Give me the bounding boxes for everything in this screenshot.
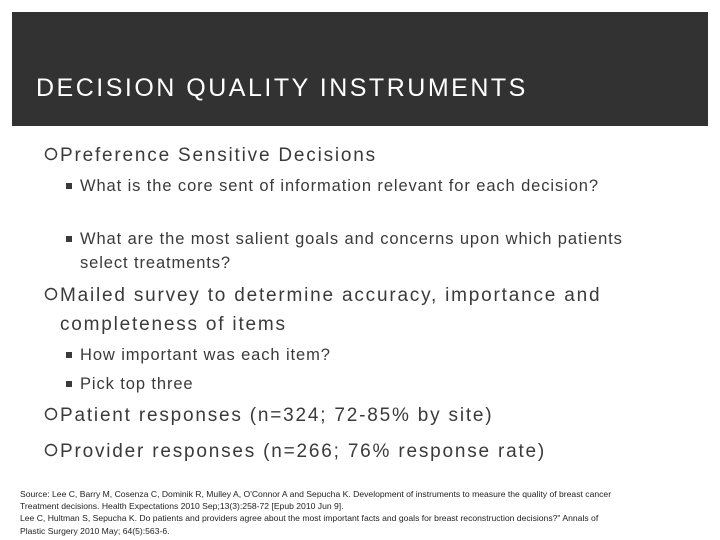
bullet-preference-sensitive-decisions (44, 141, 377, 170)
sub-bullet-salient-goals (66, 227, 676, 275)
sub-bullet-text: What are the most salient goals and concerns upon which patients select treatments? (80, 230, 623, 272)
hollow-circle-bullet-icon (44, 147, 58, 161)
square-bullet-icon (66, 183, 72, 189)
source-line: Source: Lee C, Barry M, Cosenza C, Dominik R, Mulley A, O'Connor A and Sepucha K. Development of instruments to measure the quality of breast cancer (20, 489, 612, 499)
hollow-circle-bullet-icon (44, 287, 58, 301)
source-citation (20, 488, 705, 537)
source-line: Plastic Surgery 2010 May; 64(5):563-6. (20, 525, 170, 536)
hollow-circle-bullet-icon (44, 407, 58, 421)
sub-bullet-how-important (66, 343, 331, 367)
sub-bullet-pick-top-three (66, 372, 194, 396)
sub-bullet-text: What is the core sent of information relevant for each decision? (80, 177, 599, 195)
square-bullet-icon (66, 236, 72, 242)
bullet-text: Mailed survey to determine accuracy, importance and completeness of items (60, 285, 602, 335)
bullet-patient-responses (44, 401, 493, 430)
sub-bullet-core-information (66, 174, 646, 198)
source-line: Treatment decisions. Health Expectations 2010 Sep;13(3):258-72 [Epub 2010 Jun 9]. (20, 501, 344, 512)
bullet-mailed-survey (44, 281, 674, 339)
hollow-circle-bullet-icon (44, 443, 58, 457)
square-bullet-icon (66, 381, 72, 387)
square-bullet-icon (66, 352, 72, 358)
sub-bullet-text: How important was each item? (80, 346, 331, 364)
bullet-text: Provider responses (n=266; 76% response rate) (60, 441, 547, 462)
source-line: Lee C, Hultman S, Sepucha K. Do patients and providers agree about the most important facts and goals for breast reconstruction decisions?" Annals of (20, 513, 599, 524)
bullet-text: Preference Sensitive Decisions (60, 145, 377, 166)
sub-bullet-text: Pick top three (80, 375, 194, 393)
bullet-text: Patient responses (n=324; 72-85% by site) (60, 405, 494, 426)
bullet-provider-responses (44, 437, 546, 466)
slide-title: DECISION QUALITY INSTRUMENTS (36, 74, 528, 102)
